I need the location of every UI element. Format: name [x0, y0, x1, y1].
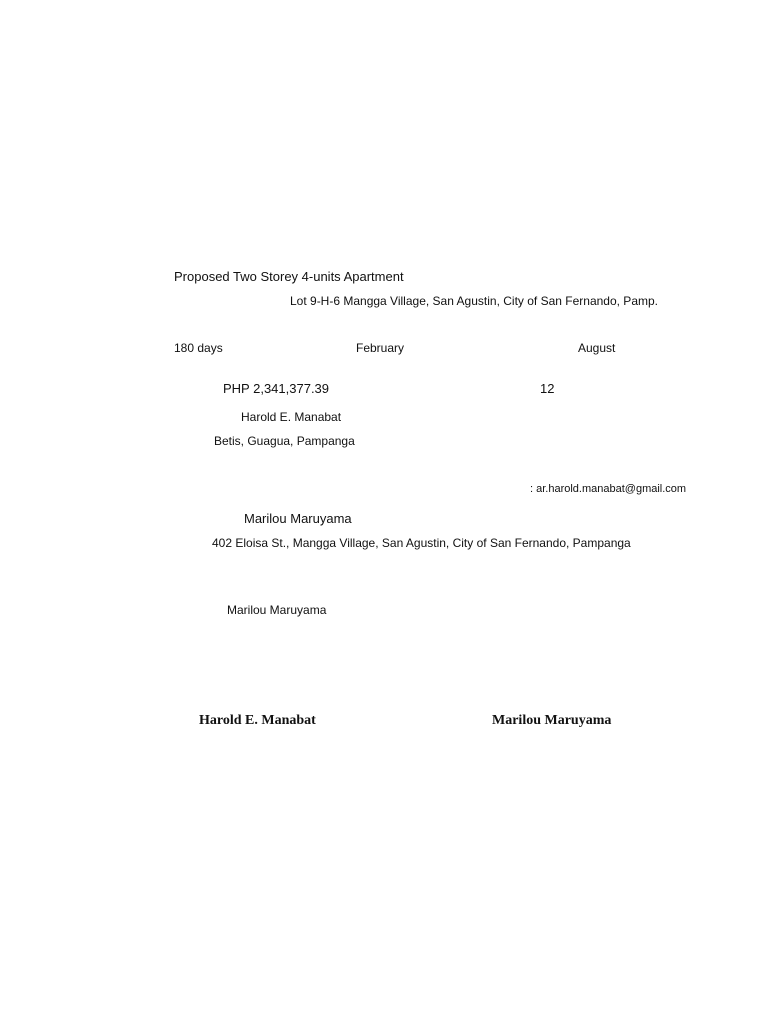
start-month: February — [356, 341, 405, 355]
architect-address: Betis, Guagua, Pampanga — [214, 434, 355, 448]
cost-number: 12 — [540, 381, 555, 396]
architect-signature-name: Harold E. Manabat — [199, 713, 316, 728]
project-location: Lot 9-H-6 Mangga Village, San Agustin, City of San Fernando, Pamp. — [290, 294, 658, 308]
construction-duration: 180 days — [174, 341, 223, 355]
owner-representative: Marilou Maruyama — [227, 603, 327, 617]
owner-signature-name: Marilou Maruyama — [492, 713, 612, 728]
owner-name: Marilou Maruyama — [244, 511, 352, 526]
project-title: Proposed Two Storey 4-units Apartment — [174, 269, 404, 284]
architect-email: : ar.harold.manabat@gmail.com — [530, 483, 687, 495]
owner-address: 402 Eloisa St., Mangga Village, San Agustin, City of San Fernando, Pampanga — [212, 536, 631, 550]
project-cost: PHP 2,341,377.39 — [223, 381, 330, 396]
end-month: August — [578, 341, 616, 355]
architect-name: Harold E. Manabat — [241, 410, 342, 424]
